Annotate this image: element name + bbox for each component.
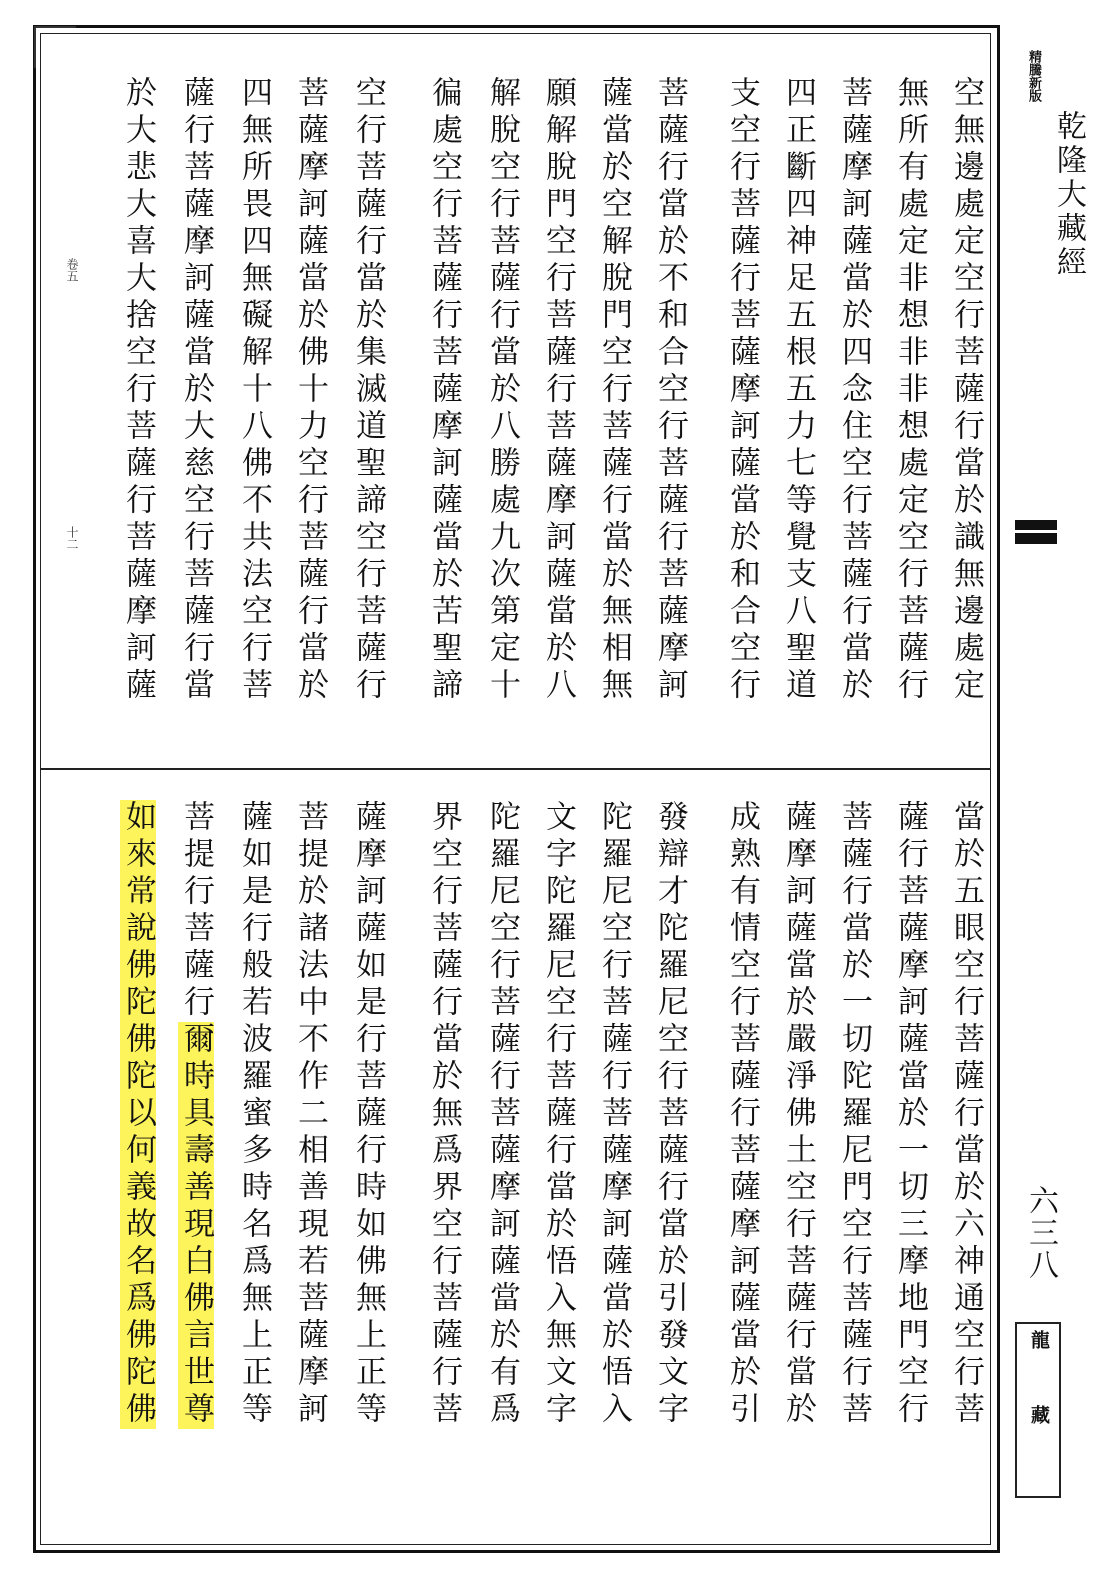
upper-column-10: 徧處空行菩薩行菩薩摩訶薩當於苦聖諦 (426, 76, 462, 705)
lower-column-6: 發辯才陀羅尼空行菩薩行當於引發文字 (652, 800, 688, 1429)
lower-column-1: 當於五眼空行菩薩行當於六神通空行菩 (948, 800, 984, 1429)
register-divider (40, 768, 991, 770)
corner-ornament-icon (34, 26, 76, 68)
upper-column-6: 菩薩行當於不和合空行菩薩行菩薩摩訶 (652, 76, 688, 705)
lower-column-13: 薩如是行般若波羅蜜多時名爲無上正等 (236, 800, 272, 1429)
margin-bar-line (1015, 530, 1057, 533)
upper-column-11: 空行菩薩行當於集滅道聖諦空行菩薩行 (350, 76, 386, 705)
lower-column-4: 薩摩訶薩當於嚴淨佛土空行菩薩行當於 (780, 800, 816, 1429)
lower-column-5: 成熟有情空行菩薩行菩薩摩訶薩當於引 (724, 800, 760, 1429)
upper-column-5: 支空行菩薩行菩薩摩訶薩當於和合空行 (724, 76, 760, 705)
upper-column-15: 於大悲大喜大捨空行菩薩行菩薩摩訶薩 (120, 76, 156, 705)
lower-column-7: 陀羅尼空行菩薩行菩薩摩訶薩當於悟入 (596, 800, 632, 1429)
lower-column-3: 菩薩行當於一切陀羅尼門空行菩薩行菩 (836, 800, 872, 1429)
upper-column-12: 菩薩摩訶薩當於佛十力空行菩薩行當於 (292, 76, 328, 705)
lower-column-12: 菩提於諸法中不作二相善現若菩薩摩訶 (292, 800, 328, 1429)
edition-mark: 精騰新版 (1026, 50, 1041, 102)
folio-note-leaf: 十二 (65, 526, 79, 550)
lower-column-10: 界空行菩薩行當於無爲界空行菩薩行菩 (426, 800, 462, 1429)
lower-column-14 (170, 800, 222, 1429)
lower-column-2: 薩行菩薩摩訶薩當於一切三摩地門空行 (892, 800, 928, 1429)
folio-note-fascicle: 卷五 (65, 258, 79, 282)
series-title: 乾隆大藏經 (1051, 110, 1086, 280)
lower-column-9: 陀羅尼空行菩薩行菩薩摩訶薩當於有爲 (484, 800, 520, 1429)
upper-column-2: 無所有處定非想非非想處定空行菩薩行 (892, 76, 928, 705)
highlighted-passage-start: 爾時具壽善現白佛言世尊 (178, 1022, 214, 1429)
upper-column-14: 薩行菩薩摩訶薩當於大慈空行菩薩行當 (178, 76, 214, 705)
highlighted-passage-cont: 如來常說佛陀佛陀以何義故名爲佛陀佛 (120, 800, 156, 1429)
upper-column-9: 解脫空行菩薩行當於八勝處九次第定十 (484, 76, 520, 705)
upper-column-7: 薩當於空解脫門空行菩薩行當於無相無 (596, 76, 632, 705)
lower-column-11: 薩摩訶薩如是行菩薩行時如佛無上正等 (350, 800, 386, 1429)
upper-column-3: 菩薩摩訶薩當於四念住空行菩薩行當於 (836, 76, 872, 705)
upper-column-1: 空無邊處定空行菩薩行當於識無邊處定 (948, 76, 984, 705)
page-number: 六三八 (1023, 1185, 1058, 1281)
upper-column-4: 四正斷四神足五根五力七等覺支八聖道 (780, 76, 816, 705)
upper-column-13: 四無所畏四無礙解十八佛不共法空行菩 (236, 76, 272, 705)
lower-column-8: 文字陀羅尼空行菩薩行當於悟入無文字 (540, 800, 576, 1429)
collection-name: 龍藏 (1028, 1330, 1050, 1480)
lower-column-14-plain: 菩提行菩薩行 (178, 800, 214, 1022)
lower-column-15 (112, 800, 164, 1429)
upper-column-8: 願解脫門空行菩薩行菩薩摩訶薩當於八 (540, 76, 576, 705)
